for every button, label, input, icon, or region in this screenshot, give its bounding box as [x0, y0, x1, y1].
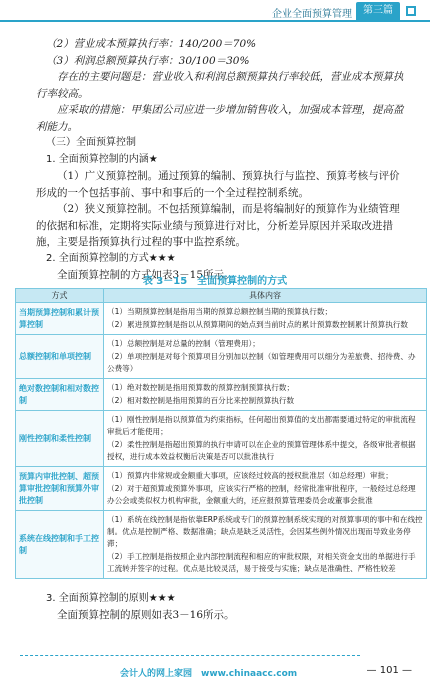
method-cell: 预算内审批控制、超预算审批控制和预算外审批控制 — [16, 467, 104, 511]
method-cell: 系统在线控制和手工控制 — [16, 511, 104, 579]
chapter-tab: 第三篇 — [356, 2, 400, 20]
content-cell — [104, 511, 427, 579]
table-row — [16, 511, 427, 579]
content-item: （2）累进预算控制是指以从预算期间的始点到当前时点的累计预算数控制累计预算执行数 — [107, 320, 408, 329]
content-item: （2）单项控制是对每个预算项目分别加以控制（如管理费用可以细分为差旅费、招待费、办公费等） — [107, 352, 416, 373]
footer-text: 会计人的网上家园 www.chinaacc.com — [120, 669, 298, 679]
paragraph: （3）利润总额预算执行率：30/100＝30% — [46, 54, 250, 67]
paragraph: 全面预算控制的原则如表3－16所示。 — [57, 609, 235, 621]
table-header-row — [16, 289, 427, 303]
content-cell — [104, 335, 427, 379]
column-header: 具体内容 — [104, 289, 427, 303]
table-caption: 表 3－15 全面预算控制的方式 — [142, 276, 288, 287]
header-title: 企业全面预算管理 — [272, 9, 352, 20]
paragraph: 应采取的措施：甲集团公司应进一步增加销售收入，加强成本管理，提高盈利能力。 — [36, 104, 404, 133]
table-row — [16, 411, 427, 467]
content-cell — [104, 379, 427, 411]
header-square-icon — [406, 6, 416, 16]
content-item: （1）预算内非常规或金额重大事项，应该经过较高的授权批准层（如总经理）审批； — [107, 471, 393, 480]
paragraph: （2）营业成本预算执行率：140/200＝70% — [46, 38, 257, 50]
column-header: 方式 — [16, 289, 104, 303]
paragraph: 全面预算控制的方式如表3－15所示。 — [57, 269, 235, 281]
page-header — [0, 0, 430, 26]
header-rule — [0, 20, 430, 22]
footer-rule — [20, 655, 360, 656]
subsection-heading: 1. 全面预算控制的内涵★ — [46, 153, 158, 165]
method-cell: 绝对数控制和相对数控制 — [16, 379, 104, 411]
table-row — [16, 467, 427, 511]
budget-control-table — [15, 288, 427, 579]
method-cell: 总额控制和单项控制 — [16, 335, 104, 379]
content-cell — [104, 467, 427, 511]
subsection-heading: 2. 全面预算控制的方式★★★ — [46, 252, 176, 264]
paragraph: （2）狭义预算控制。不包括预算编制，而是将编制好的预算作为业绩管理的依据和标准，定期将实际业绩与预算进行对比，分析差异原因并采取改进措施，主要是指预算执行过程的事中监控系统。 — [36, 203, 400, 248]
paragraph: （1）广义预算控制。通过预算的编制、预算执行与监控、预算考核与评价形成的一个包括事前、事中和事后的一个全过程控制系统。 — [36, 170, 400, 199]
section-heading: （三）全面预算控制 — [46, 137, 136, 148]
table-row — [16, 379, 427, 411]
content-item: （2）手工控制是指按照企业内部控制流程和相应的审批权限，对相关资金支出的单据进行手工流转并签字的过程。优点是比较灵活，易于接受与实施；缺点是准确性、严格性较差 — [107, 552, 416, 573]
content-item: （1）总额控制是对总量的控制（管理费用）； — [107, 339, 260, 348]
method-cell: 当期预算控制和累计预算控制 — [16, 303, 104, 335]
subsection-heading: 3. 全面预算控制的原则★★★ — [46, 593, 176, 604]
table-row — [16, 303, 427, 335]
page-number: — 101 — — [366, 665, 412, 676]
content-item: （1）刚性控制是指以预算值为约束指标，任何超出预算值的支出都需要通过特定的审批流程审批后才能使用； — [107, 415, 416, 436]
method-cell: 刚性控制和柔性控制 — [16, 411, 104, 467]
content-item: （2）对于超预算或预算外事项，应该实行严格的控制，经常批准审批程序，一般经过总经理办公会或类似权力机构审批，金额重大的，还应报预算管理委员会或董事会批准 — [107, 484, 416, 505]
body-text — [36, 36, 408, 284]
after-table-text — [36, 590, 408, 624]
content-item: （1）当期预算控制是指用当期的预算总额控制当期的预算执行数； — [107, 307, 333, 316]
content-item: （1）绝对数控制是指用预算数的预算控制预算执行数； — [107, 383, 295, 392]
content-item: （1）系统在线控制是指依靠ERP系统或专门的预算控制系统实现的对预算事项的事中和在线控制。优点是控制严格、数据准确；缺点是缺乏灵活性，会因某些例外情况出现而导致业务停滞； — [107, 515, 423, 548]
content-cell — [104, 303, 427, 335]
table-row — [16, 335, 427, 379]
content-cell — [104, 411, 427, 467]
content-item: （2）相对数控制是指用预算的百分比来控制预算执行数 — [107, 396, 295, 405]
content-item: （2）柔性控制是指超出预算的执行申请可以在企业的预算管理体系中提交，各级审批者根据授权，进行成本效益权衡后决策是否可以批准执行 — [107, 440, 416, 461]
paragraph: 存在的主要问题是：营业收入和利润总额预算执行率较低，营业成本预算执行率较高。 — [36, 71, 404, 100]
